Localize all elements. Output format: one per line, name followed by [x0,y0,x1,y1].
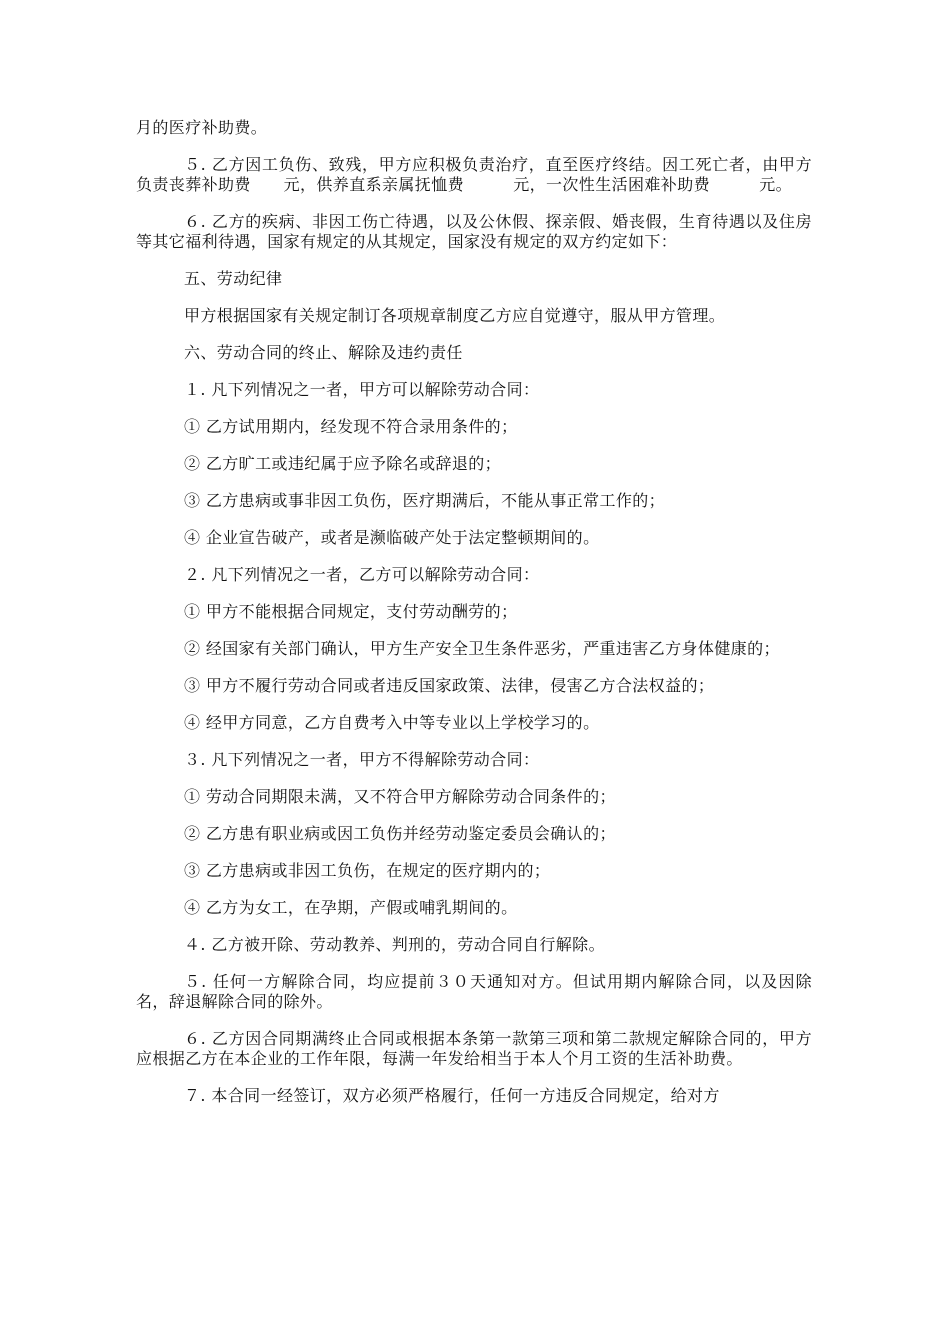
section-heading-termination: 六、劳动合同的终止、解除及违约责任 [184,343,463,362]
paragraph-clause-7: ７. 本合同一经签订，双方必须严格履行，任何一方违反合同规定，给对方 [184,1086,720,1105]
list-item-2-4: ④ 经甲方同意，乙方自费考入中等专业以上学校学习的。 [184,713,600,732]
list-item-2-2: ② 经国家有关部门确认，甲方生产安全卫生条件恶劣，严重违害乙方身体健康的； [184,639,780,658]
list-item-1-3: ③ 乙方患病或事非因工负伤，医疗期满后，不能从事正常工作的； [184,491,666,510]
list-item-3-3: ③ 乙方患病或非因工负伤，在规定的医疗期内的； [184,861,551,880]
list-item-1-1: ① 乙方试用期内，经发现不符合录用条件的； [184,417,518,436]
paragraph-discipline: 甲方根据国家有关规定制订各项规章制度乙方应自觉遵守，服从甲方管理。 [184,306,726,325]
paragraph-continuation: 月的医疗补助费。 [136,118,268,137]
list-item-2-3: ③ 甲方不履行劳动合同或者违反国家政策、法律，侵害乙方合法权益的； [184,676,715,695]
paragraph-clause-1: １. 凡下列情况之一者，甲方可以解除劳动合同： [184,380,540,399]
paragraph-clause-2: ２. 凡下列情况之一者，乙方可以解除劳动合同： [184,565,540,584]
paragraph-clause-6-benefits: ６. 乙方的疾病、非因工伤亡待遇，以及公休假、探亲假、婚丧假，生育待遇以及住房等其它福利待遇，国家有规定的从其规定，国家没有规定的双方约定如下： [136,212,812,251]
list-item-3-1: ① 劳动合同期限未满，又不符合甲方解除劳动合同条件的； [184,787,616,806]
paragraph-clause-5-injury: ５. 乙方因工负伤、致残，甲方应积极负责治疗，直至医疗终结。因工死亡者，由甲方负责丧葬补助费 元，供养直系亲属抚恤费 元，一次性生活困难补助费 元。 [136,155,812,194]
list-item-1-4: ④ 企业宣告破产，或者是濒临破产处于法定整顿期间的。 [184,528,600,547]
list-item-3-4: ④ 乙方为女工，在孕期，产假或哺乳期间的。 [184,898,518,917]
paragraph-clause-6-subsidy: ６. 乙方因合同期满终止合同或根据本条第一款第三项和第二款规定解除合同的，甲方应根据乙方在本企业的工作年限，每满一年发给相当于本人个月工资的生活补助费。 [136,1029,812,1068]
list-item-3-2: ② 乙方患有职业病或因工负伤并经劳动鉴定委员会确认的； [184,824,616,843]
document-page [136,118,812,1123]
paragraph-clause-4: ４. 乙方被开除、劳动教养、判刑的，劳动合同自行解除。 [184,935,605,954]
paragraph-clause-5-notice: ５. 任何一方解除合同，均应提前３０天通知对方。但试用期内解除合同，以及因除名，辞退解除合同的除外。 [136,972,812,1011]
section-heading-discipline: 五、劳动纪律 [184,269,283,288]
list-item-1-2: ② 乙方旷工或违纪属于应予除名或辞退的； [184,454,502,473]
paragraph-clause-3: ３. 凡下列情况之一者，甲方不得解除劳动合同： [184,750,540,769]
list-item-2-1: ① 甲方不能根据合同规定，支付劳动酬劳的； [184,602,518,621]
